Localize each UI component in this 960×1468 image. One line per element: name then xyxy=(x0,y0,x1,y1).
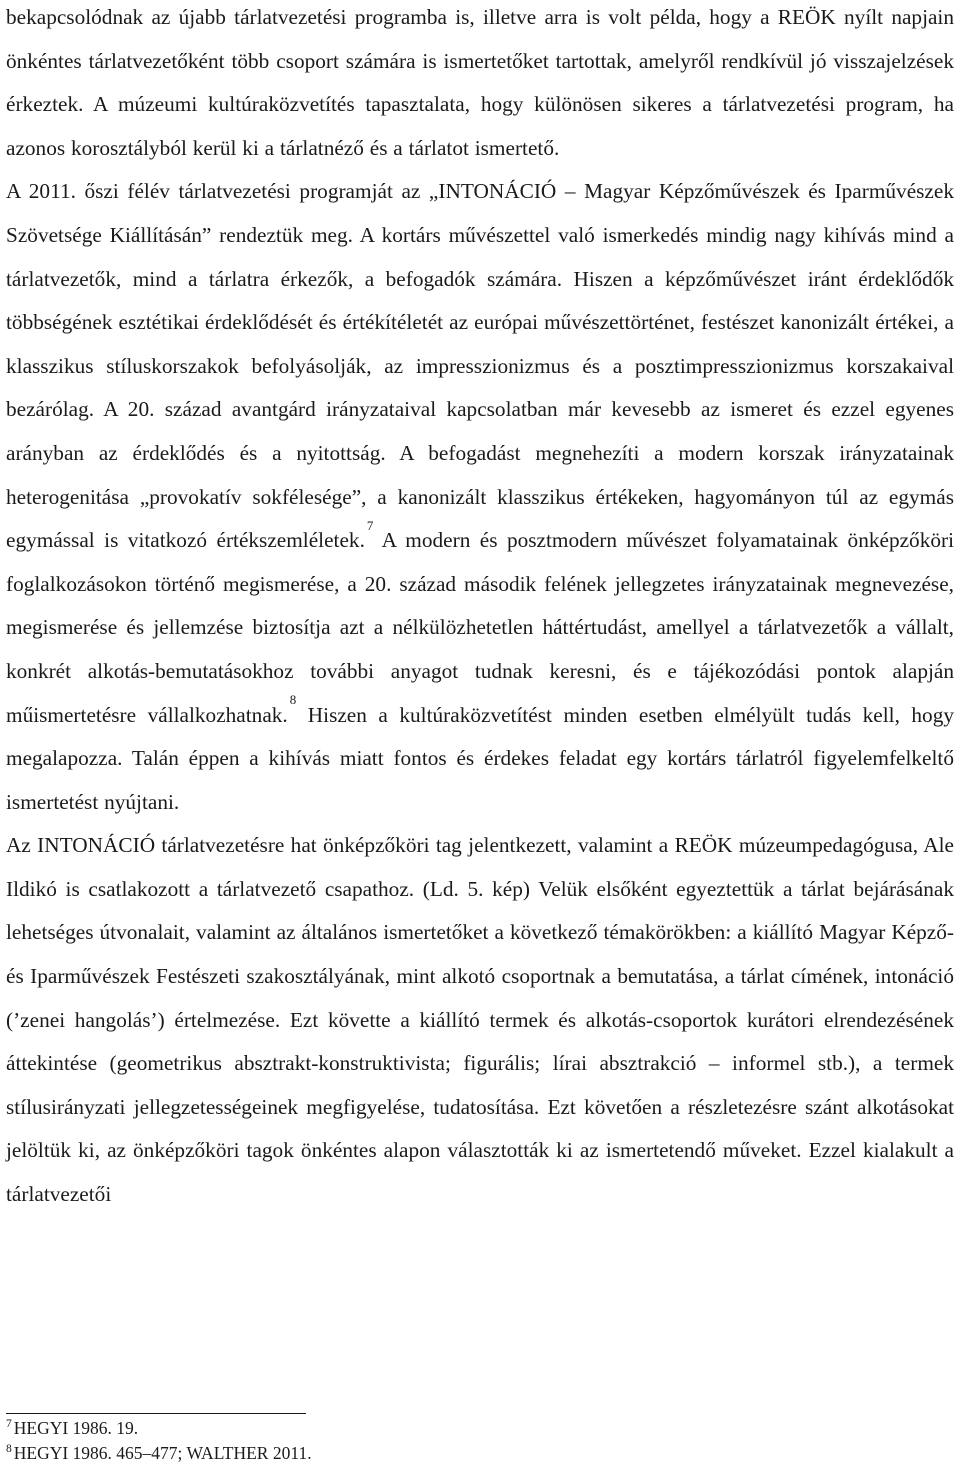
paragraph-3: Az INTONÁCIÓ tárlatvezetésre hat önképzőköri tag jelentkezett, valamint a REÖK múzeumpedagógusa, Ale Ildikó is csatlakozott a tárlatvezető csapathoz. (Ld. 5. kép) Velük elsőként egyeztettük a tárlat bejárásának lehetséges útvonalait, valamint az általános ismertetőket a következő témakörökben: a kiállító Magyar Képző- és Iparművészek Festészeti szakosztályának, mint alkotó csoportnak a bemutatása, a tárlat címének, intonáció (’zenei hangolás’) értelmezése. Ezt követte a kiállító termek és alkotás-csoportok kurátori elrendezésének áttekintése (geometrikus absztrakt-konstruktivista; figurális; lírai absztrakció – informel stb.), a termek stílusirányzati jellegzetességeinek megfigyelése, tudatosítása. Ezt követően a részletezésre szánt alkotásokat jelöltük ki, az önképzőköri tagok önkéntes alapon választották ki az ismertetendő műveket. Ezzel kialakult a tárlatvezetői xyxy=(6,833,954,1207)
footnote-number: 8 xyxy=(6,1442,12,1455)
footnote-ref-8[interactable]: 8 xyxy=(289,692,297,708)
footnote-ref-7[interactable]: 7 xyxy=(366,518,374,534)
footnote-text: HEGYI 1986. 465–477; WALTHER 2011. xyxy=(13,1442,312,1463)
footnote-8 xyxy=(6,1443,954,1468)
paragraph-2-text-c: Hiszen a kultúraközvetítést minden esetben elmélyült tudás kell, hogy megalapozza. Talán éppen a kihívás miatt fontos és érdekes feladat egy kortárs tárlatról figyelemfelkeltő ismertetést nyújtani. xyxy=(6,702,954,814)
paragraph-1: bekapcsolódnak az újabb tárlatvezetési programba is, illetve arra is volt példa, hogy a REÖK nyílt napjain önkéntes tárlatvezetőként több csoport számára is ismertetőket tartottak, amelyről rendkívül jó visszajelzések érkeztek. A múzeumi kultúraközvetítés tapasztalata, hogy különösen sikeres a tárlatvezetési program, ha azonos korosztályból kerül ki a tárlatnéző és a tárlatot ismertető. xyxy=(6,5,954,160)
footnote-7 xyxy=(6,1418,954,1443)
footnote-number: 7 xyxy=(6,1418,12,1430)
footnote-separator xyxy=(6,1413,306,1414)
footnote-text: HEGYI 1986. 19. xyxy=(13,1418,139,1438)
document-body xyxy=(6,0,954,1217)
footnotes xyxy=(6,1418,954,1467)
paragraph-2-text-b: A modern és posztmodern művészet folyamatainak önképzőköri foglalkozásokon történő megismerése, a 20. század második felének jellegzetes irányzatainak megnevezése, megismerése és jellemzése biztosítja azt a nélkülözhetetlen háttértudást, amellyel a tárlatvezetők a vállalt, konkrét alkotás-bemutatásokhoz további anyagot tudnak keresni, és e tájékozódási pontok alapján műismertetésre vállalkozhatnak. xyxy=(6,528,954,727)
paragraph-2 xyxy=(6,170,954,824)
paragraph-2-text-a: A 2011. őszi félév tárlatvezetési programját az „INTONÁCIÓ – Magyar Képzőművészek és Iparművészek Szövetsége Kiállításán” rendeztük meg. A kortárs művészettel való ismerkedés mindig nagy kihívás mind a tárlatvezetők, mind a tárlatra érkezők, a befogadók számára. Hiszen a képzőművészet iránt érdeklődők többségének esztétikai érdeklődését és értékítéletét az európai művészettörténet, festészet kanonizált értékei, a klasszikus stíluskorszakok befolyásolják, az impresszionizmus és a posztimpresszionizmus korszakaival bezárólag. A 20. század avantgárd irányzataival kapcsolatban már kevesebb az ismeret és ezzel egyenes arányban az érdeklődés és a nyitottság. A befogadást megnehezíti a modern korszak irányzatainak heterogenitása „provokatív sokfélesége”, a kanonizált klasszikus értékeken, hagyományon túl az egymás egymással is vitatkozó értékszemléletek. xyxy=(6,179,954,553)
